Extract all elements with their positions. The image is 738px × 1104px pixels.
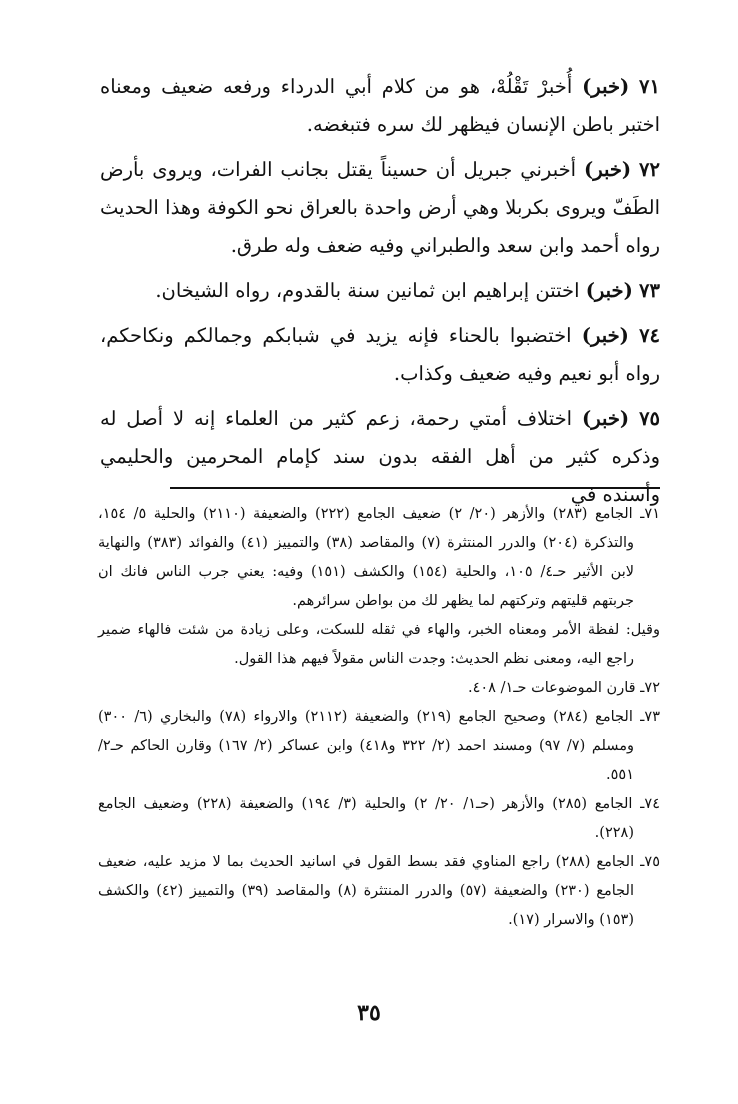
entry-73	[100, 272, 660, 310]
entry-74	[100, 317, 660, 393]
entry-number: ٧٤	[639, 324, 661, 347]
footnote-74: ٧٤ـ الجامع (٢٨٥) والأزهر (حـ١/ ٢٠/ ٢) والحلية (٣/ ١٩٤) والضعيفة (٢٢٨) وضعيف الجامع (٢٢٨).	[98, 796, 660, 841]
entry-number: ٧٥	[639, 407, 661, 430]
entry-tag: (خبر)	[583, 158, 632, 181]
entry-75	[100, 400, 660, 514]
entry-tag: (خبر)	[582, 75, 630, 98]
entry-text: اختتن إبراهيم ابن ثمانين سنة بالقدوم، رواه الشيخان.	[155, 279, 580, 302]
entry-text: أخبرني جبريل أن حسيناً يقتل بجانب الفرات، ويروى بأرض الطَفّ ويروى بكربلا وهي أرض واحدة بالعراق نحو الكوفة وهذا الحديث رواه أحمد وابن سعد والطبراني وفيه ضعف وله طرق.	[100, 158, 660, 257]
entry-tag: (خبر)	[582, 407, 630, 430]
footnote-72: ٧٢ـ قارن الموضوعات حـ١/ ٤٠٨.	[468, 680, 660, 696]
entry-number: ٧٣	[639, 279, 660, 302]
page-number: ٣٥	[357, 1000, 381, 1026]
entry-71	[100, 68, 660, 144]
footnote-divider	[170, 487, 660, 489]
entry-number: ٧١	[639, 75, 660, 98]
entry-number: ٧٢	[639, 158, 660, 181]
entry-tag: (خبر)	[581, 324, 629, 347]
footnotes	[98, 500, 660, 935]
main-text	[100, 68, 660, 521]
entry-72	[100, 151, 660, 265]
footnote-73: ٧٣ـ الجامع (٢٨٤) وصحيح الجامع (٢١٩) والضعيفة (٢١١٢) والارواء (٧٨) والبخاري (٦/ ٣٠٠) ومسلم (٧/ ٩٧) ومسند احمد (٢/ ٣٢٢ و٤١٨) وابن عساكر (٢/ ١٦٧) وقارن الحاكم حـ٢/ ٥٥١.	[98, 709, 660, 783]
entry-text: اختضبوا بالحناء فإنه يزيد في شبابكم وجمالكم ونكاحكم، رواه أبو نعيم وفيه ضعيف وكذاب.	[100, 324, 660, 385]
entry-text: اختلاف أمتي رحمة، زعم كثير من العلماء إنه لا أصل له وذكره كثير من أهل الفقه بدون سند كإمام المحرمين والحليمي وأسنده في	[100, 407, 660, 506]
footnote-75: ٧٥ـ الجامع (٢٨٨) راجع المناوي فقد بسط القول في اسانيد الحديث بما لا مزيد عليه، ضعيف الجامع (٢٣٠) والضعيفة (٥٧) والدرر المنتثرة (٨) والمقاصد (٣٩) والتمييز (٤٢) والكشف (١٥٣) والاسرار (١٧).	[98, 854, 660, 928]
entry-text: أُخبرْ تَقْلُهْ، هو من كلام أبي الدرداء ورفعه ضعيف ومعناه اختبر باطن الإنسان فيظهر لك سره فتبغضه.	[100, 75, 660, 136]
footnote-71: ٧١ـ الجامع (٢٨٣) والأزهر (٢٠/ ٢) ضعيف الجامع (٢٢٢) والضعيفة (٢١١٠) والحلية ٥/ ١٥٤، والتذكرة (٢٠٤) والدرر المنتثرة (٧) والمقاصد (٣٨) والتمييز (٤١) والفوائد (٣٨٣) والنهاية لابن الأثير حـ٤/ ١٠٥، والحلية (١٥٤) والكشف (١٥١) وفيه: يعني جرب الناس فانك ان جربتهم قليتهم وتركتهم لما يظهر لك من بواطن سرائرهم.	[98, 506, 660, 609]
footnote-71-continuation: وقيل: لفظة الأمر ومعناه الخبر، والهاء في ثقله للسكت، وعلى زيادة من شئت فالهاء ضمير راجع اليه، ومعنى نظم الحديث: وجدت الناس مقولاً فيهم هذا القول.	[98, 622, 660, 667]
entry-tag: (خبر)	[585, 279, 633, 302]
